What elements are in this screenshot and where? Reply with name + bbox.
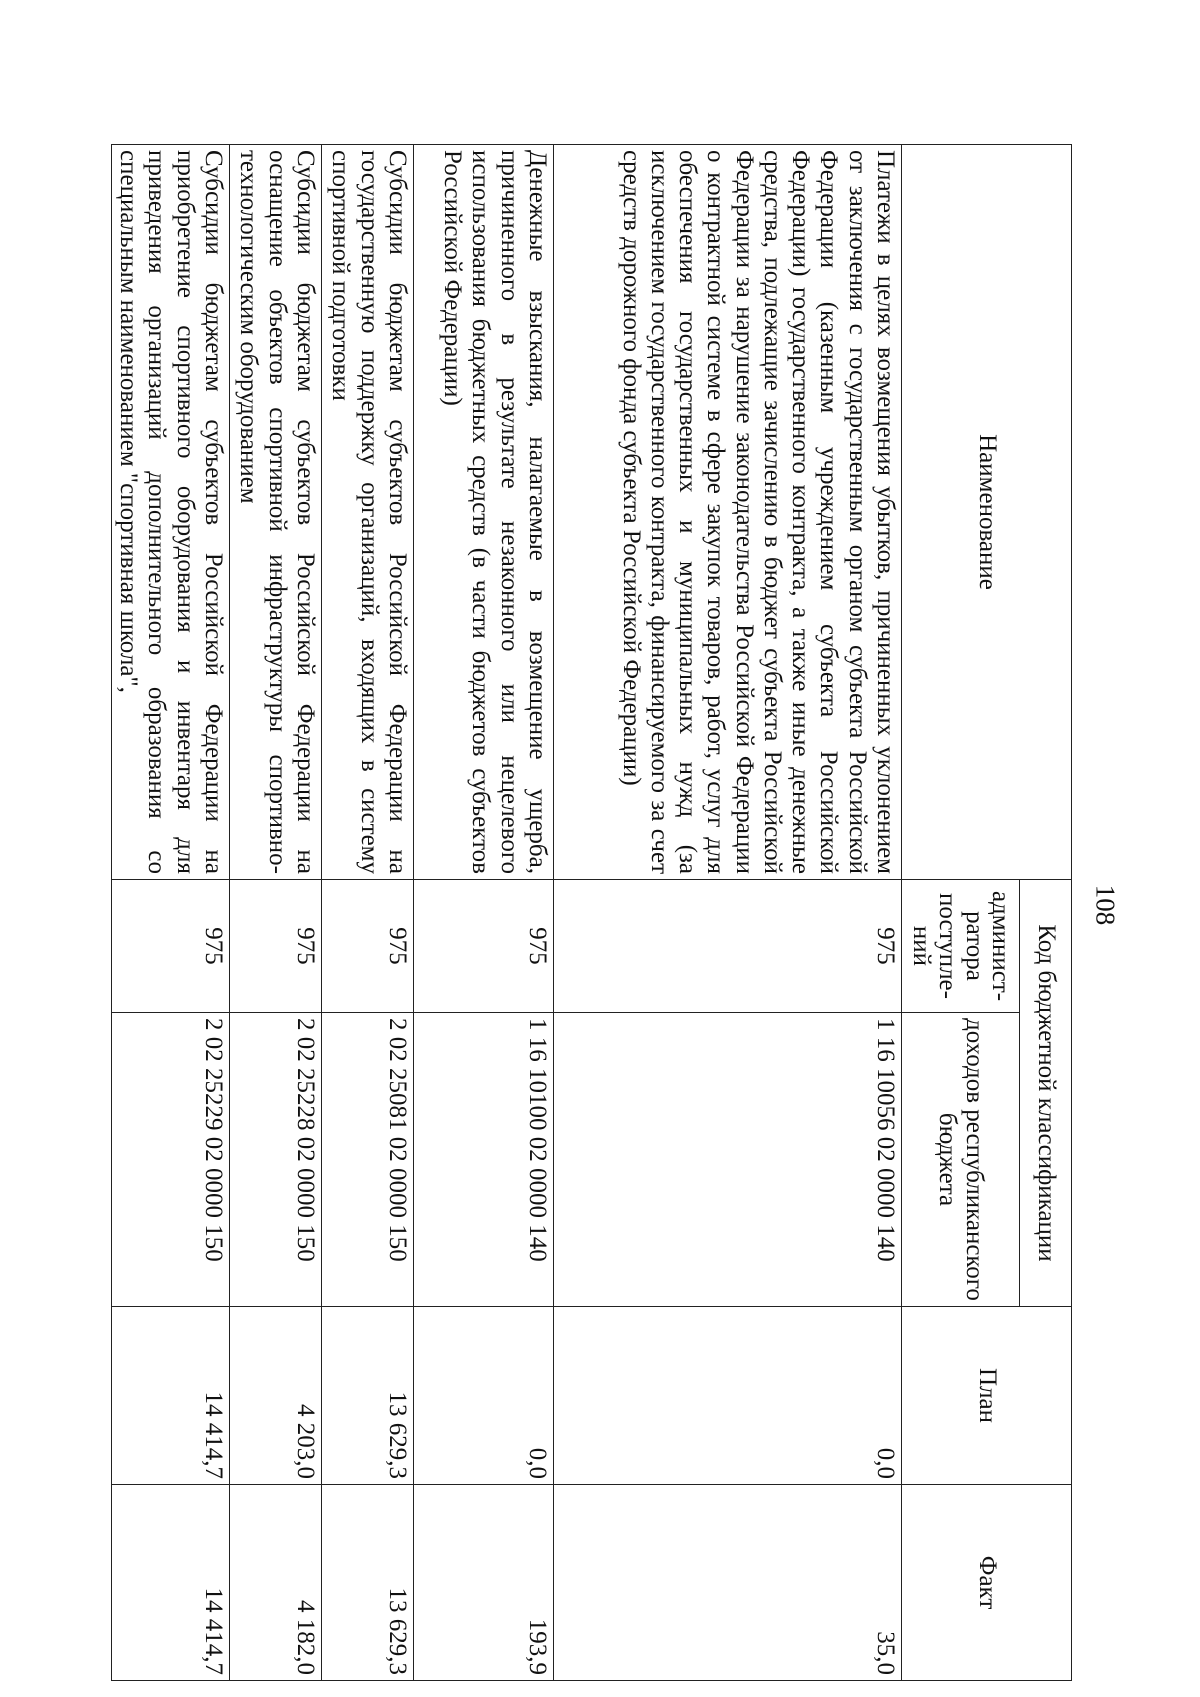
row-name: Денежные взыскания, налагаемые в возмещение ущерба, причиненного в результате незаконного или нецелевого использования бюджетных средств (в части бюджетов субъектов Российской Федерации) bbox=[414, 145, 554, 880]
row-plan: 4 203,0 bbox=[230, 1307, 322, 1485]
table-row bbox=[230, 145, 322, 1681]
rotated-table-container bbox=[115, 144, 1072, 1680]
header-name: Наименование bbox=[902, 145, 1072, 880]
table-header bbox=[902, 145, 1072, 1681]
table-row bbox=[554, 145, 902, 1681]
header-budget-code-group: Код бюджетной классификации bbox=[1020, 880, 1072, 1307]
header-income: доходов республиканского бюджета bbox=[902, 1013, 1020, 1307]
row-fact: 35,0 bbox=[554, 1485, 902, 1681]
row-income-code: 2 02 25229 02 0000 150 bbox=[112, 1013, 230, 1307]
row-name: Субсидии бюджетам субъектов Российской Федерации на оснащение объектов спортивной инфраструктуры спортивно-технологическим оборудованием bbox=[230, 145, 322, 880]
table-row bbox=[414, 145, 554, 1681]
rotated-page-wrapper bbox=[115, 144, 1072, 1680]
page-number: 108 bbox=[1090, 884, 1121, 926]
header-plan: План bbox=[902, 1307, 1072, 1485]
row-fact: 14 414,7 bbox=[112, 1485, 230, 1681]
table-row bbox=[112, 145, 230, 1681]
row-plan: 13 629,3 bbox=[322, 1307, 414, 1485]
row-fact: 4 182,0 bbox=[230, 1485, 322, 1681]
row-plan: 0,0 bbox=[414, 1307, 554, 1485]
row-name: Платежи в целях возмещения убытков, причиненных уклонением от заключения с государственным органом субъекта Российской Федерации (казенным учреждением субъекта Российской Федерации) государственного контракта, а также иные денежные средства, подлежащие зачислению в бюджет субъекта Российской Федерации за нарушение законодательства Российской Федерации о контрактной системе в сфере закупок товаров, работ, услуг для обеспечения государственных и муниципальных нужд (за исключением государственного контракта, финансируемого за счет средств дорожного фонда субъекта Российской Федерации) bbox=[554, 145, 902, 880]
row-plan: 14 414,7 bbox=[112, 1307, 230, 1485]
row-admin-code: 975 bbox=[112, 880, 230, 1013]
row-income-code: 2 02 25228 02 0000 150 bbox=[230, 1013, 322, 1307]
row-admin-code: 975 bbox=[554, 880, 902, 1013]
row-income-code: 1 16 10056 02 0000 140 bbox=[554, 1013, 902, 1307]
table-body bbox=[112, 145, 902, 1681]
row-fact: 193,9 bbox=[414, 1485, 554, 1681]
budget-table bbox=[111, 144, 1072, 1681]
row-admin-code: 975 bbox=[414, 880, 554, 1013]
row-admin-code: 975 bbox=[230, 880, 322, 1013]
row-admin-code: 975 bbox=[322, 880, 414, 1013]
table-row bbox=[322, 145, 414, 1681]
row-plan: 0,0 bbox=[554, 1307, 902, 1485]
row-income-code: 1 16 10100 02 0000 140 bbox=[414, 1013, 554, 1307]
header-administrator: админист-ратора поступле-ний bbox=[902, 880, 1020, 1013]
row-name: Субсидии бюджетам субъектов Российской Федерации на приобретение спортивного оборудования и инвентаря для приведения организаций дополнительного образования со специальным наименованием "спортивная школа", bbox=[112, 145, 230, 880]
row-name: Субсидии бюджетам субъектов Российской Федерации на государственную поддержку организаций, входящих в систему спортивной подготовки bbox=[322, 145, 414, 880]
header-fact: Факт bbox=[902, 1485, 1072, 1681]
row-fact: 13 629,3 bbox=[322, 1485, 414, 1681]
row-income-code: 2 02 25081 02 0000 150 bbox=[322, 1013, 414, 1307]
